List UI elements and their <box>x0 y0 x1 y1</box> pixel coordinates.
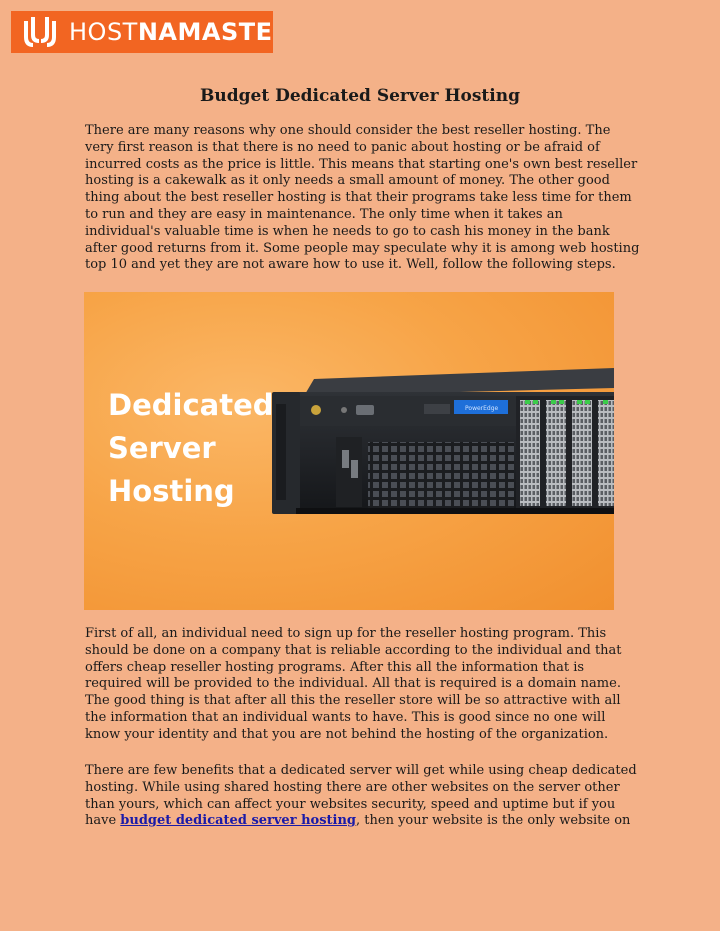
panel-label: PowerEdge <box>465 405 499 412</box>
hands-logo-icon <box>11 11 69 53</box>
brand-prefix: HOST <box>69 18 138 46</box>
hero-line-1: Dedicated <box>108 388 274 422</box>
brand-name <box>69 11 273 53</box>
hero-line-3: Hosting <box>108 474 235 508</box>
benefits-paragraph <box>85 763 641 830</box>
budget-dedicated-hosting-link[interactable]: budget dedicated server hosting <box>120 813 357 829</box>
brand-suffix: NAMASTE <box>137 18 273 46</box>
page-title: Budget Dedicated Server Hosting <box>200 86 520 106</box>
signup-paragraph: First of all, an individual need to sign up for the reseller hosting program. This should be done on a company that is reliable according to the individual and that offers cheap reseller hosting programs. After this all the information that is required will be provided to the individual. All that is required is a domain name. The good thing is that after all this the reseller store will be so attractive with all the information that an individual wants to have. This is good since no one will know your identity and that you are not behind the hosting of the organization. <box>85 626 622 742</box>
benefits-text-after: , then your website is the only website on <box>356 813 631 829</box>
hero-image <box>84 292 614 610</box>
hero-heading <box>108 384 274 513</box>
hero-line-2: Server <box>108 431 216 465</box>
benefits-text-before: There are few benefits that a dedicated server will get while using cheap dedicated hosting. While using shared hosting there are other websites on the server other than yours, which can affect your websites security, speed and uptime but if you have <box>85 763 637 829</box>
hostnamaste-logo[interactable] <box>11 11 273 53</box>
intro-paragraph: There are many reasons why one should consider the best reseller hosting. The very first reason is that there is no need to panic about hosting or be afraid of incurred costs as the price is little. This means that starting one's own best reseller hosting is a cakewalk as it only needs a small amount of money. The other good thing about the best reseller hosting is that their programs take less time for them to run and they are easy in maintenance. The only time when it takes an individual's valuable time is when he needs to go to cash his money in the bank after good returns from it. Some people may speculate why it is among web hosting top 10 and yet they are not aware how to use it. Well, follow the following steps. <box>85 123 640 273</box>
